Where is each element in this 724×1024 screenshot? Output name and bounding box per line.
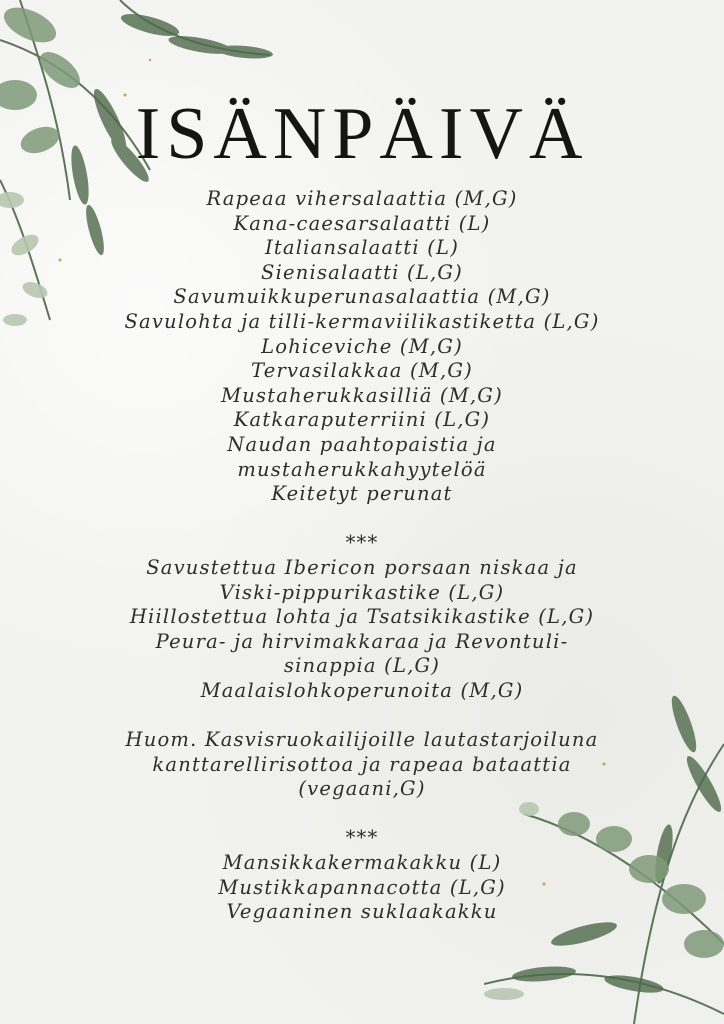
menu-item: Naudan paahtopaistia ja bbox=[227, 432, 497, 456]
menu-item: Hiillostettua lohta ja Tsatsikikastike (L,G) bbox=[129, 605, 595, 629]
menu-note: Huom. Kasvisruokailijoille lautastarjoiluna bbox=[125, 728, 599, 752]
menu-item: mustaherukkahyytelöä bbox=[237, 457, 487, 481]
menu-item: sinappia (L,G) bbox=[283, 654, 441, 678]
section-spacer bbox=[0, 802, 724, 827]
menu-item: Vegaaninen suklaakakku bbox=[226, 900, 498, 924]
section-divider: *** bbox=[345, 531, 379, 555]
menu-item: Mustaherukkasilliä (M,G) bbox=[221, 383, 503, 407]
menu-item: Viski-pippurikastike (L,G) bbox=[219, 580, 505, 604]
menu-item: Savumuikkuperunasalaattia (M,G) bbox=[173, 285, 551, 309]
menu-item: Tervasilakkaa (M,G) bbox=[251, 359, 473, 383]
menu-item: Katkaraputerriini (L,G) bbox=[233, 408, 491, 432]
menu-note: kanttarellirisottoa ja rapeaa bataattia bbox=[152, 752, 572, 776]
menu-item: Lohiceviche (M,G) bbox=[261, 334, 463, 358]
menu-item: Rapeaa vihersalaattia (M,G) bbox=[206, 187, 518, 210]
section-spacer bbox=[0, 507, 724, 532]
page-title: ISÄNPÄIVÄ bbox=[135, 93, 589, 175]
menu-item: Mustikkapannacotta (L,G) bbox=[218, 875, 506, 899]
menu-item: Keitetyt perunat bbox=[271, 482, 453, 506]
menu-item: Sienisalaatti (L,G) bbox=[261, 260, 463, 284]
menu-note: (vegaani,G) bbox=[298, 777, 426, 801]
menu-item: Italiansalaatti (L) bbox=[264, 236, 459, 260]
menu-list bbox=[0, 187, 724, 925]
menu-item: Kana-caesarsalaatti (L) bbox=[233, 211, 491, 235]
section-spacer bbox=[0, 703, 724, 728]
section-divider: *** bbox=[345, 826, 379, 850]
menu-item: Maalaislohkoperunoita (M,G) bbox=[200, 678, 524, 702]
menu-item: Savustettua Ibericon porsaan niskaa ja bbox=[146, 555, 578, 579]
menu-item: Mansikkakermakakku (L) bbox=[222, 851, 502, 875]
menu-item: Peura- ja hirvimakkaraa ja Revontuli- bbox=[155, 629, 569, 653]
menu-item: Savulohta ja tilli-kermaviilikastiketta (L,G) bbox=[124, 309, 600, 333]
